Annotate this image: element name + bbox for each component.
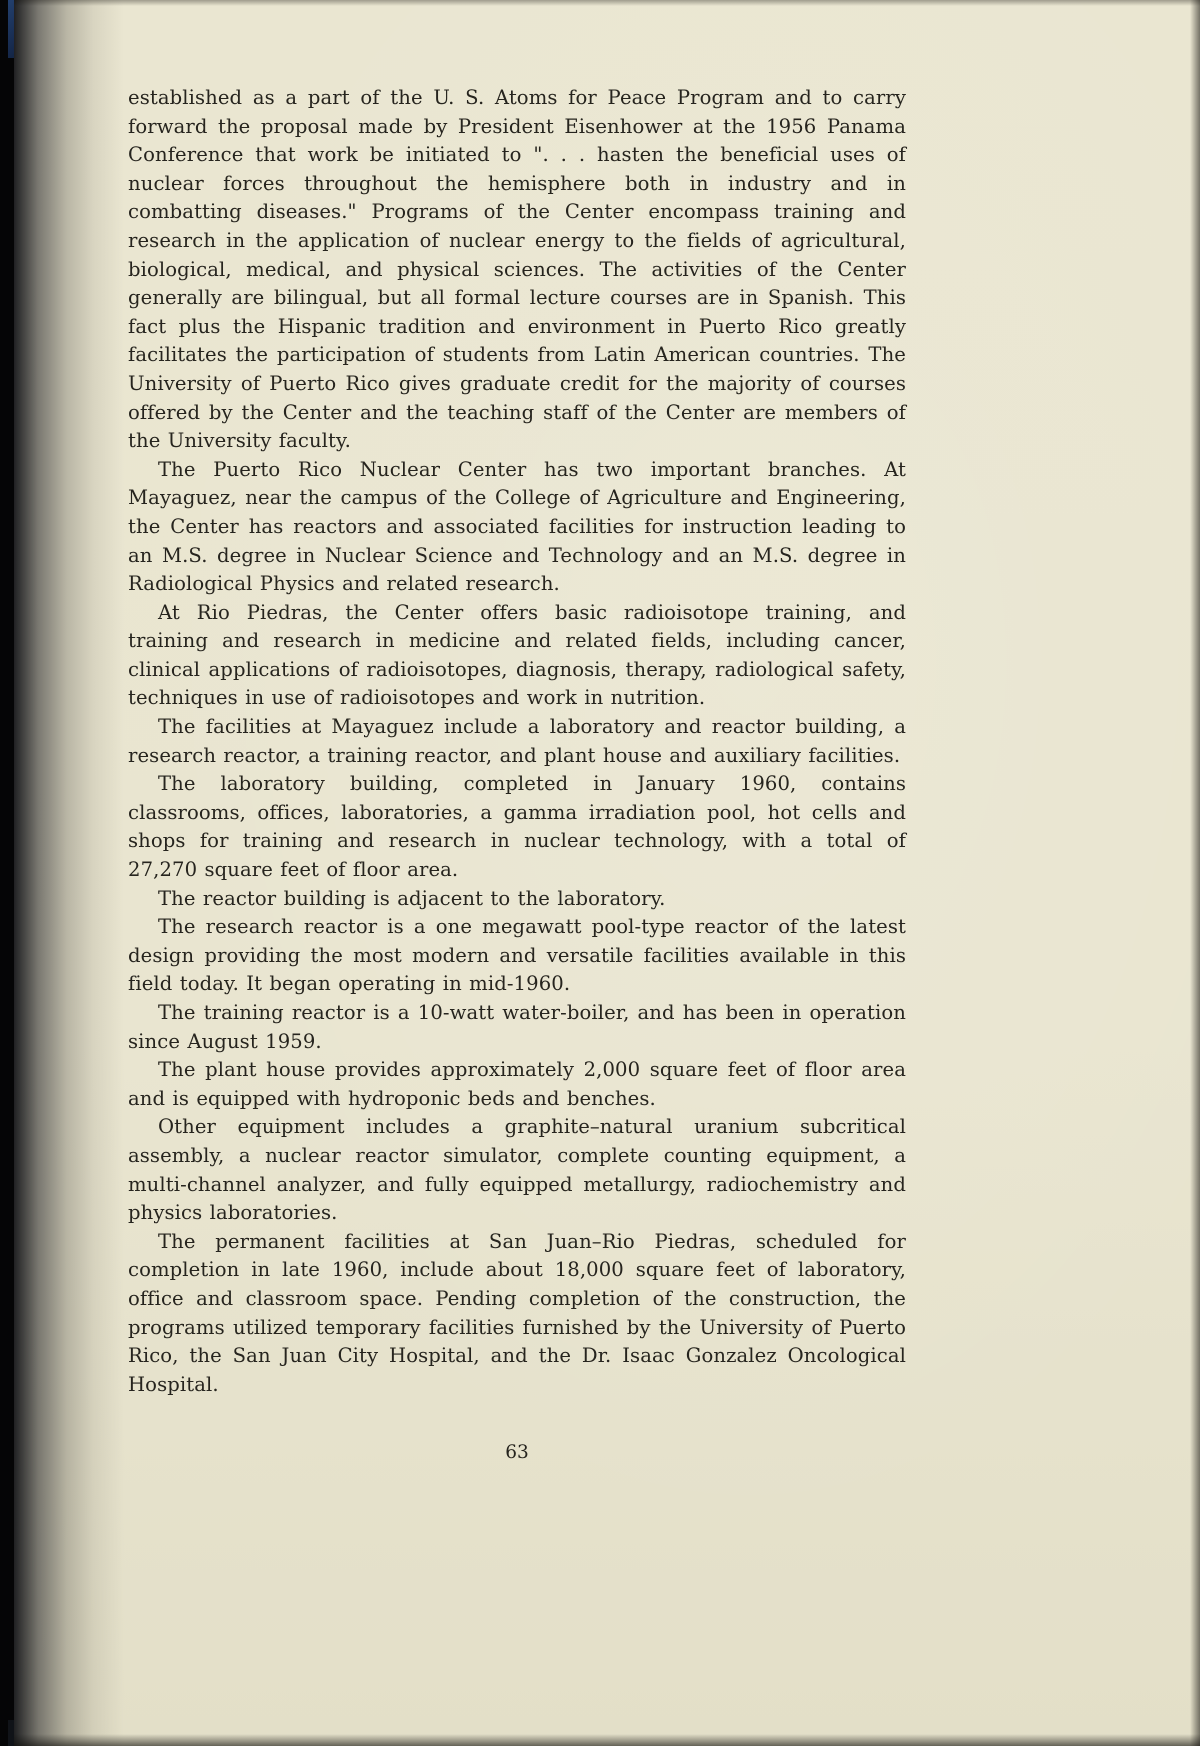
paragraph: The Puerto Rico Nuclear Center has two important branches. At Mayaguez, near the campus of the College of Agriculture and Engineering, the Center has reactors and associated facilities for instruction leading to an M.S. degree in Nuclear Science and Technology and an M.S. degree in Radiological Physics and related research. bbox=[128, 457, 906, 596]
page-edge-bottom bbox=[14, 1734, 1200, 1746]
page-number: 63 bbox=[505, 1442, 529, 1463]
paragraph: The training reactor is a 10-watt water-boiler, and has been in operation since August 1959. bbox=[128, 1001, 906, 1053]
paragraph: The facilities at Mayaguez include a laboratory and reactor building, a research reactor, a training reactor, and plant house and auxiliary facilities. bbox=[128, 715, 906, 767]
page-edge-top bbox=[14, 0, 1200, 6]
paragraph: The reactor building is adjacent to the laboratory. bbox=[158, 886, 666, 910]
paragraph: The laboratory building, completed in January 1960, contains classrooms, offices, laboratories, a gamma irradiation pool, hot cells and shops for training and research in nuclear technology, with a total of 27,270 square feet of floor area. bbox=[128, 772, 906, 882]
body-text bbox=[128, 84, 906, 1399]
paragraph: The permanent facilities at San Juan–Rio Piedras, scheduled for completion in late 1960, include about 18,000 square feet of laboratory, office and classroom space. Pending completion of the construction, the programs utilized temporary facilities furnished by the University of Puerto Rico, the San Juan City Hospital, and the Dr. Isaac Gonzalez Oncological Hospital. bbox=[128, 1229, 906, 1396]
paragraph: The plant house provides approximately 2,000 square feet of floor area and is equipped with hydroponic beds and benches. bbox=[128, 1058, 906, 1110]
paragraph: At Rio Piedras, the Center offers basic radioisotope training, and training and research in medicine and related fields, including cancer, clinical applications of radioisotopes, diagnosis, therapy, radiological safety, techniques in use of radioisotopes and work in nutrition. bbox=[128, 600, 906, 710]
page bbox=[14, 0, 1200, 1746]
paragraph: established as a part of the U. S. Atoms for Peace Program and to carry forward the proposal made by President Eisenhower at the 1956 Panama Conference that work be initiated to ". . . hasten the beneficial uses of nuclear forces throughout the hemisphere both in industry and in combatting diseases." Programs of the Center encompass training and research in the application of nuclear energy to the fields of agricultural, biological, medical, and physical sciences. The activities of the Center generally are bilingual, but all formal lecture courses are in Spanish. This fact plus the Hispanic tradition and environment in Puerto Rico greatly facilitates the participation of students from Latin American countries. The University of Puerto Rico gives graduate credit for the majority of courses offered by the Center and the teaching staff of the Center are members of the University faculty. bbox=[128, 86, 906, 453]
paragraph: The research reactor is a one megawatt pool-type reactor of the latest design providing the most modern and versatile facilities available in this field today. It began operating in mid-1960. bbox=[128, 915, 906, 996]
binding-shadow bbox=[14, 0, 124, 1746]
book-cover-edge bbox=[0, 0, 14, 1746]
page-edge-right bbox=[1190, 0, 1200, 1746]
paragraph: Other equipment includes a graphite–natural uranium subcritical assembly, a nuclear reactor simulator, complete counting equipment, a multi-channel analyzer, and fully equipped metallurgy, radiochemistry and physics laboratories. bbox=[128, 1115, 906, 1225]
